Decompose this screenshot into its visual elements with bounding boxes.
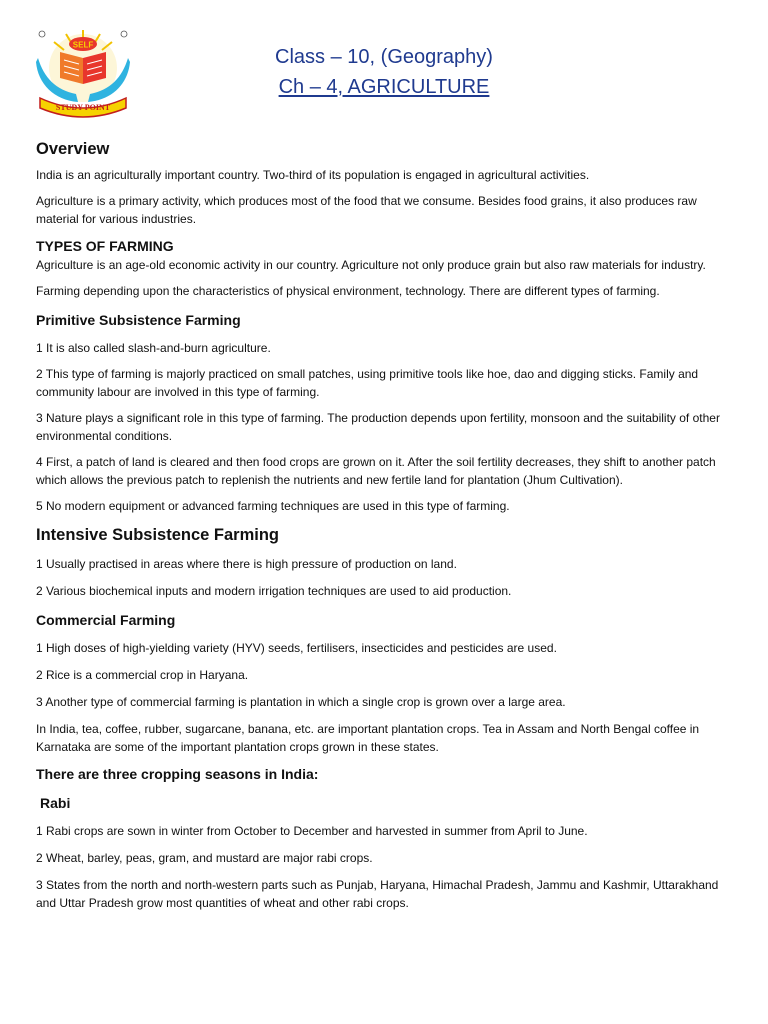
svg-text:STUDY POINT: STUDY POINT xyxy=(55,103,111,112)
paragraph: 2 Rice is a commercial crop in Haryana. xyxy=(36,668,249,682)
paragraph: Agriculture is a primary activity, which produces most of the food that we consume. Besides food grains, it also produces raw material for various industries. xyxy=(36,194,697,226)
paragraph: 1 Rabi crops are sown in winter from October to December and harvested in summer from April to June. xyxy=(36,824,588,838)
document-title: Class – 10, (Geography) xyxy=(275,46,493,68)
paragraph: 2 Various biochemical inputs and modern irrigation techniques are used to aid production. xyxy=(36,584,512,598)
paragraph: Farming depending upon the characteristics of physical environment, technology. There are different types of farming. xyxy=(36,284,660,298)
paragraph: 3 States from the north and north-western parts such as Punjab, Haryana, Himachal Pradesh, Jammu and Kashmir, Uttarakhand and Uttar Pradesh grow most quantities of wheat and other rabi crops. xyxy=(36,878,719,910)
paragraph: Agriculture is an age-old economic activity in our country. Agriculture not only produce grain but also raw materials for industry. xyxy=(36,258,706,272)
paragraph: 4 First, a patch of land is cleared and then food crops are grown on it. After the soil fertility decreases, they shift to another patch which allows the previous patch to replenish the nutrients and new fertile land for plantation (Jhum Cultivation). xyxy=(36,455,716,487)
section-heading: Rabi xyxy=(40,795,71,811)
paragraph: 2 Wheat, barley, peas, gram, and mustard are major rabi crops. xyxy=(36,851,373,865)
paragraph: 2 This type of farming is majorly practiced on small patches, using primitive tools like hoe, dao and digging sticks. Family and community labour are involved in this type of farming. xyxy=(36,367,699,399)
paragraph: 3 Another type of commercial farming is plantation in which a single crop is grown over a large area. xyxy=(36,695,566,709)
chapter-title: Ch – 4, AGRICULTURE xyxy=(278,76,490,98)
section-heading: There are three cropping seasons in India: xyxy=(36,766,319,782)
paragraph: In India, tea, coffee, rubber, sugarcane, banana, etc. are important plantation crops. Tea in Assam and North Bengal coffee in Karnataka are some of the important plantation crops grown in these states. xyxy=(36,722,700,754)
paragraph: India is an agriculturally important country. Two-third of its population is engaged in agricultural activities. xyxy=(36,168,590,182)
section-heading: Primitive Subsistence Farming xyxy=(36,312,241,328)
section-heading: Overview xyxy=(36,140,110,158)
document-body xyxy=(36,140,736,912)
paragraph: 3 Nature plays a significant role in this type of farming. The production depends upon fertility, monsoon and the suitability of other environmental conditions. xyxy=(36,411,720,443)
paragraph: 1 Usually practised in areas where there is high pressure of production on land. xyxy=(36,557,457,571)
section-heading: Intensive Subsistence Farming xyxy=(36,526,279,544)
section-heading: TYPES OF FARMING xyxy=(36,238,174,254)
section-heading: Commercial Farming xyxy=(36,612,176,628)
self-study-point-logo xyxy=(34,28,132,120)
paragraph: 1 It is also called slash-and-burn agriculture. xyxy=(36,341,271,355)
svg-text:SELF: SELF xyxy=(72,40,94,50)
paragraph: 1 High doses of high-yielding variety (HYV) seeds, fertilisers, insecticides and pesticides are used. xyxy=(36,641,557,655)
paragraph: 5 No modern equipment or advanced farming techniques are used in this type of farming. xyxy=(36,499,510,513)
